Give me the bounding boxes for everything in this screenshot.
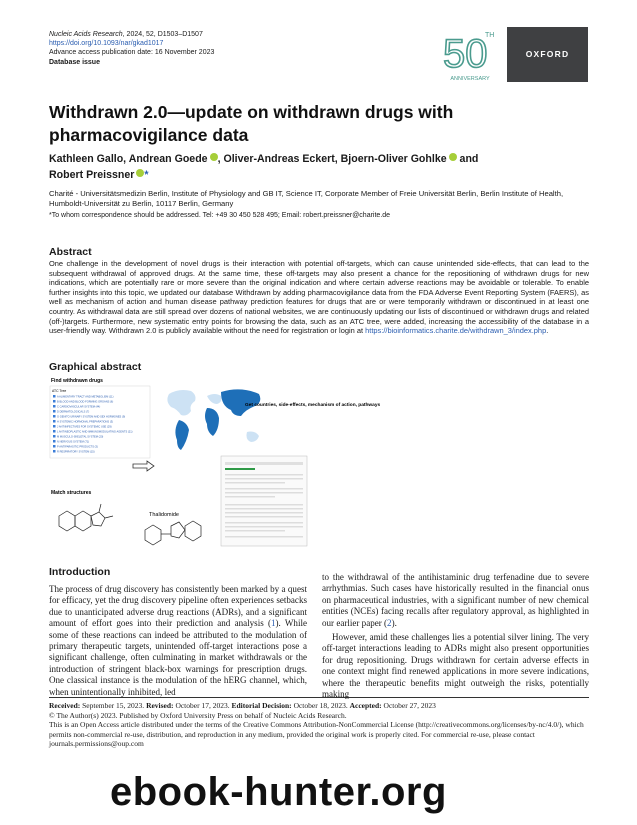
column-right (322, 572, 589, 700)
reference-link[interactable]: 2 (387, 617, 392, 628)
correspondence: *To whom correspondence should be addressed. Tel: +49 30 450 528 495; Email: robert.preissner@charite.de (49, 212, 391, 219)
database-link[interactable]: https://bioinformatics.charite.de/withdrawn_3/index.php (365, 326, 547, 336)
article-title: Withdrawn 2.0—update on withdrawn drugs with pharmacovigilance data (49, 102, 454, 145)
article-category: Database issue (49, 59, 100, 66)
drug-name: Thalidomide (149, 512, 179, 518)
author-list (49, 151, 589, 183)
received-label: Received: (49, 701, 81, 710)
logo-number: 50 (443, 32, 488, 76)
intro-paragraph-right: to the withdrawal of the antihistaminic drug terfenadine due to severe arrhythmias. Such cases have historically resulted in the financial onus on pharmaceutical industries, with a significant number of new chemical entities (NCEs) facing recalls after regulatory approval, as highlighted in our earlier paper ( (322, 572, 589, 628)
tree-toggle-icon (53, 410, 56, 413)
doi-link[interactable]: https://doi.org/10.1093/nar/gkad1017 (49, 40, 164, 47)
logo-superscript: TH (485, 32, 495, 39)
tree-item: C CARDIOVASCULAR SYSTEM (44) (57, 405, 101, 409)
advance-access-date: Advance access publication date: 16 November 2023 (49, 49, 215, 56)
author-eckert-gohlke: , Oliver-Andreas Eckert, Bjoern-Oliver Gohlke (217, 153, 447, 165)
intro-paragraph-right-end: ). (391, 617, 397, 628)
introduction-heading: Introduction (49, 566, 111, 578)
tree-toggle-icon (53, 430, 56, 433)
editorial-date: October 18, 2023. (291, 701, 350, 710)
intro-paragraph-cont: ). While some of these reactions can indeed be attributed to the modulation of primary therapeutic targets, unintended off-target interactions pose a significant challenge, often culminating in market withdrawals or the introduction of stringent black-box warnings for prescription drugs. One classical instance is the modulation of the hERG channel, which, when unintentionally inhibited, led (49, 618, 307, 697)
molecule-structure-left (59, 504, 113, 531)
world-map (167, 389, 260, 450)
editorial-label: Editorial Decision: (231, 701, 292, 710)
revised-date: October 17, 2023. (173, 701, 232, 710)
affiliation: Charité - Universitätsmedizin Berlin, Institute of Physiology and GB IT, Science IT, Corporate Member of Freie Universität Berlin, Berlin Institute of Health, Humboldt-Universität zu Berlin, 10117 Berlin, Germany (49, 189, 564, 208)
tree-toggle-icon (53, 425, 56, 428)
orcid-icon[interactable] (449, 153, 457, 161)
graphical-abstract-figure (49, 376, 381, 556)
abstract-body: One challenge in the development of novel drugs is their interaction with potential off-targets, which can cause unintended side-effects, that can lead to the subsequent withdrawal of approved drugs. At the same time, these off-targets may also present a chance for the repositioning of withdrawn drugs for new indications, which are potentially rare or more severe than the original indication and where certain adverse reactions may be avoidable or tolerable. To enable further insights into this topic, we updated our database Withdrawn by adding pharmacovigilance data from the FDA Adverse Event Reporting System (FAERS), as well as mechanism of action and human disease pathway prediction features for drugs that are or were temporarily withdrawn or discontinued in at least one country. As withdrawal data are still spread over dozens of national websites, we are continuously updating our lists of discontinued or withdrawn drugs and related (off-)targets. Furthermore, new systematic entry points for browsing the data, such as an ATC tree, were added, increasing the accessibility of the database in a user-friendly way. Withdrawn 2.0 is publicly available without the need for registration or login at (49, 259, 589, 336)
graphical-abstract-heading: Graphical abstract (49, 361, 142, 373)
tree-item: H SYSTEMIC HORMONAL PREPARATIONS (3) (57, 420, 114, 424)
tree-item: M MUSCULO-SKELETAL SYSTEM (20) (57, 435, 104, 439)
anniversary-logo (441, 27, 499, 83)
citation: , 2024, 52, D1503–D1507 (122, 31, 203, 38)
accepted-date: October 27, 2023 (381, 701, 436, 710)
tree-item: G GENITO URINARY SYSTEM AND SEX HORMONES (9) (57, 415, 126, 419)
tree-toggle-icon (53, 435, 56, 438)
author-goede: Andrean Goede (128, 153, 208, 165)
article-history (49, 701, 589, 749)
tree-toggle-icon (53, 405, 56, 408)
tree-item: R RESPIRATORY SYSTEM (15) (57, 450, 95, 454)
watermark: ebook-hunter.org (110, 770, 447, 814)
logo-anniversary: ANNIVERSARY (450, 76, 490, 82)
intro-paragraph-2: However, amid these challenges lies a potential silver lining. The very off-target interactions leading to ADRs might also present opportunities for drug repositioning. Drugs withdrawn for certain adverse effects in one context might find renewed applications in more severe indications, where the therapeutic benefits might outweigh the risks, potentially making (322, 632, 589, 700)
journal-header (49, 30, 214, 67)
tree-toggle-icon (53, 450, 56, 453)
footer-rule (49, 697, 589, 698)
abstract-heading: Abstract (49, 246, 92, 258)
accepted-label: Accepted: (349, 701, 382, 710)
tree-toggle-icon (53, 395, 56, 398)
thalidomide-structure (145, 521, 201, 545)
column-left (49, 584, 307, 698)
journal-name: Nucleic Acids Research (49, 31, 123, 38)
atc-tree-title: ATC Tree (52, 389, 67, 393)
tree-item: N NERVOUS SYSTEM (71) (57, 440, 90, 444)
publisher-logo: OXFORD (507, 27, 588, 82)
tree-toggle-icon (53, 420, 56, 423)
tree-item: J ANTIINFECTIVES FOR SYSTEMIC USE (29) (57, 425, 112, 429)
author-preissner: Robert Preissner (49, 169, 135, 181)
reference-link[interactable]: 1 (271, 618, 276, 629)
author-gallo: Kathleen Gallo, (49, 153, 127, 165)
license: This is an Open Access article distributed under the terms of the Creative Commons Attribution-NonCommercial License (http://creativecommons.org/licenses/by-nc/4.0/), which permits non-commercial re-use, distribution, and reproduction in any medium, provided the original work is properly cited. For commercial re-use, please contact journals.permissions@oup.com (49, 720, 584, 749)
find-drugs-label: Find withdrawn drugs (51, 378, 103, 384)
abstract-text (49, 259, 589, 336)
map-caption: Get countries, side-effects, mechanism of action, pathways (245, 403, 381, 408)
abstract-end: . (546, 326, 549, 336)
intro-paragraph: The process of drug discovery has consistently been marked by a quest for efficacy, yet the drug discovery pipeline often experiences setbacks due to unanticipated adverse drug reactions (ADRs), and a significant amount of effort goes into their prediction and analysis ( (49, 584, 307, 629)
match-structures-label: Match structures (51, 490, 92, 496)
received-date: September 15, 2023. (80, 701, 147, 710)
author-and: and (456, 153, 479, 165)
tree-item: A ALIMENTARY TRACT AND METABOLISM (11) (57, 395, 114, 399)
tree-toggle-icon (53, 445, 56, 448)
revised-label: Revised: (146, 701, 174, 710)
tree-toggle-icon (53, 440, 56, 443)
tree-item: P ANTIPARASITIC PRODUCTS (3) (57, 445, 98, 449)
copyright: © The Author(s) 2023. Published by Oxford University Press on behalf of Nucleic Acids Research. (49, 710, 347, 720)
tree-item: D DERMATOLOGICALS (7) (57, 410, 90, 414)
tree-item: B BLOOD AND BLOOD FORMING ORGANS (6) (57, 400, 114, 404)
arrow-icon (133, 461, 154, 471)
tree-item: L ANTINEOPLASTIC AND IMMUNOMODULATING AGENTS (21) (57, 430, 133, 434)
tree-toggle-icon (53, 400, 56, 403)
tree-toggle-icon (53, 415, 56, 418)
orcid-icon[interactable] (210, 153, 218, 161)
corresponding-star: * (144, 169, 149, 181)
